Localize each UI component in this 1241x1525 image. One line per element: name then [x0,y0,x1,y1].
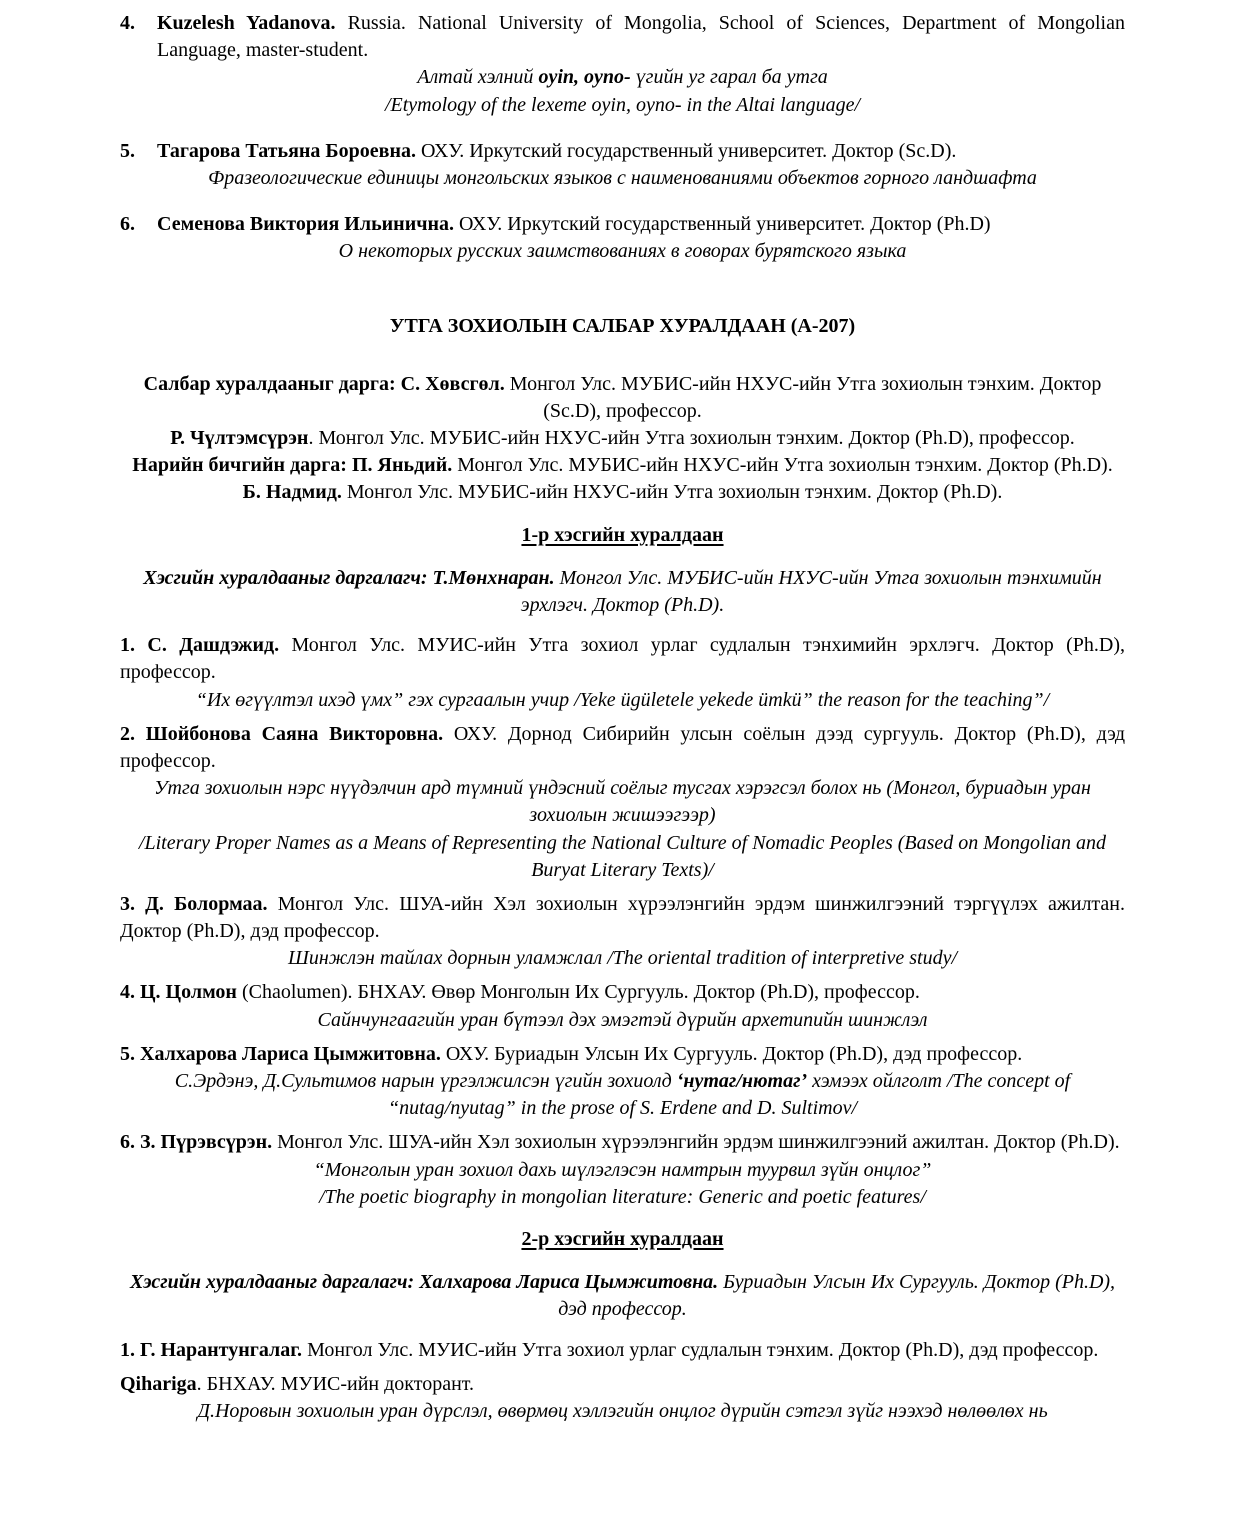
section-heading: УТГА ЗОХИОЛЫН САЛБАР ХУРАЛДААН (А-207) [389,314,856,337]
title-text: Д.Норовын зохиолын уран дүрслэл, өвөрмөц хэллэгийн онцлог дүрийн сэтгэл зүйг нээхэд нөлөөлөх нь [197,1399,1048,1422]
paper-title-line [120,64,1125,91]
session-chair-affiliation: Монгол Улс. МУБИС-ийн НХУС-ийн Утга зохиолын тэнхимийн эрхлэгч. Доктор (Ph.D). [520,566,1102,616]
paper-lead: 2. Шойбонова Саяна Викторовна. [120,722,444,745]
session-2-paper-1b [120,1371,1125,1425]
paper-title-line-en [120,92,1125,119]
paper-2-title [120,775,1125,829]
item-number: 6. [120,213,135,236]
session-2-paper-1-author [120,1337,1125,1364]
title-segment: С.Эрдэнэ, Д.Сультимов нарын үргэлжилсэн үгийн зохиолд [174,1070,677,1092]
chair-role: Салбар хуралдааныг дарга: С. Хөвсгөл. [143,372,505,395]
paper-lead: Qihariga [120,1372,197,1395]
title-english: /Etymology of the lexeme oyin, oyno- in the Altai language/ [384,93,861,116]
author-affiliation: ОХУ. Иркутский государственный университет. Доктор (Ph.D) [454,213,991,236]
paper-3-title [120,945,1125,972]
paper-2 [120,721,1125,884]
paper-1 [120,632,1125,714]
paper-5-author [120,1041,1125,1068]
chair-line [120,371,1125,425]
paper-6 [120,1129,1125,1211]
author-name: Kuzelesh Yadanova. [157,12,336,34]
title-text: Утга зохиолын нэрс нүүдэлчин ард түмний үндэсний соёлыг тусгах хэрэгсэл болох нь (Монгол, буриадын уран зохиолын жишээгээр) [154,777,1091,827]
session-chair-role: Хэсгийн хуралдааныг даргалагч: Т.Мөнхнаран. [143,566,555,589]
item-number: 4. [120,12,135,34]
session-chair-affiliation: Буриадын Улсын Их Сургууль. Доктор (Ph.D), дэд профессор. [558,1271,1116,1321]
title-text: “Монголын уран зохиол дахь шүлэглэсэн намтрын туурвил зүйн онцлог” [313,1158,932,1181]
session-2-heading [120,1226,1125,1253]
paper-affiliation: ОХУ. Дорнод Сибирийн улсын соёлын дээд сургууль. Доктор (Ph.D), дэд профессор. [120,722,1126,772]
chair-affiliation: . Монгол Улс. МУБИС-ийн НХУС-ийн Утга зохиолын тэнхим. Доктор (Ph.D), профессор. [308,427,1075,450]
title-text: О некоторых русских заимствованиях в говорах бурятского языка [338,240,907,263]
paper-affiliation: (Chaolumen). БНХАУ. Өвөр Монголын Их Сургууль. Доктор (Ph.D), профессор. [236,981,920,1004]
chair-line [120,479,1125,506]
paper-3-author [120,891,1125,945]
paper-4 [120,979,1125,1033]
session-1-heading-text: 1-р хэсгийн хуралдаан [521,523,724,546]
paper-2-author [120,721,1125,775]
paper-6-title-en [120,1184,1125,1211]
paper-4-title [120,1007,1125,1034]
paper-lead: 5. Халхарова Лариса Цымжитовна. [120,1042,441,1065]
author-name: Тагарова Татьяна Бороевна. [157,139,416,162]
section-chairs [120,371,1125,507]
list-item-5-text [120,138,1125,165]
paper-title-line [120,165,1125,192]
list-item-6-text [120,211,1125,238]
paper-lead: 4. Ц. Цолмон [120,981,237,1004]
title-text: Фразеологические единицы монгольских языков с наименованиями объектов горного ландшафта [208,166,1037,189]
list-item-6 [120,211,1125,265]
paper-affiliation: ОХУ. Буриадын Улсын Их Сургууль. Доктор (Ph.D), дэд профессор. [440,1042,1023,1065]
author-affiliation: Russia. National University of Mongolia, School of Sciences, Department of Mongolian Language, master-student. [157,12,1125,62]
list-item-5 [120,138,1125,192]
chair-role: Р. Чүлтэмсүрэн [170,427,309,450]
title-text: Сайнчунгаагийн уран бүтээл дэх эмэгтэй дүрийн архетипийн шинжлэл [317,1008,928,1031]
paper-1-author [120,632,1125,686]
chair-role: Б. Надмид. [242,481,342,504]
chair-affiliation: Монгол Улс. МУБИС-ийн НХУС-ийн Утга зохиолын тэнхим. Доктор (Sc.D), профессор. [504,372,1102,422]
paper-6-author [120,1129,1125,1156]
session-2-chair [120,1269,1125,1323]
title-emphasis: oyin, oyno- [538,66,631,89]
title-emphasis: ‘нутаг/нютаг’ [676,1070,808,1092]
chair-line [120,452,1125,479]
session-2-heading-text: 2-р хэсгийн хуралдаан [521,1227,724,1250]
paper-2-title-en [120,830,1125,884]
session-1-chair [120,565,1125,619]
session-chair-role: Хэсгийн хуралдааныг даргалагч: Халхарова Лариса Цымжитовна. [129,1271,719,1294]
title-text: “Их өгүүлтэл ихэд үмх” гэх сургаалын учир /Yeke ügületele yekede ümkü” the reason for the teaching”/ [195,688,1050,711]
author-affiliation: ОХУ. Иркутский государственный университет. Доктор (Sc.D). [415,139,957,162]
paper-lead: 3. Д. Болормаа. [120,892,268,915]
paper-lead: 6. З. Пүрэвсүрэн. [120,1131,273,1154]
paper-affiliation: Монгол Улс. ШУА-ийн Хэл зохиолын хүрээлэнгийн эрдэм шинжилгээний ажилтан. Доктор (Ph.D). [272,1131,1120,1154]
session-1-heading [120,522,1125,549]
paper-lead: 1. Г. Нарантунгалаг. [120,1338,303,1361]
paper-3 [120,891,1125,973]
paper-affiliation: . БНХАУ. МУИС-ийн докторант. [196,1372,475,1395]
chair-line [120,425,1125,452]
title-segment: хэмээх ойлголт /The concept of “nutag/nyutag” in the prose of S. Erdene and D. Sultimov/ [387,1070,1071,1120]
chair-affiliation: Монгол Улс. МУБИС-ийн НХУС-ийн Утга зохиолын тэнхим. Доктор (Ph.D). [452,454,1113,477]
session-2-paper-1-title [120,1398,1125,1425]
paper-1-title [120,687,1125,714]
title-text: Шинжлэн тайлах дорнын уламжлал /The oriental tradition of interpretive study/ [287,947,958,970]
paper-affiliation: Монгол Улс. ШУА-ийн Хэл зохиолын хүрээлэнгийн эрдэм шинжилгээний тэргүүлэх ажилтан. Доктор (Ph.D), дэд профессор. [120,892,1125,943]
paper-4-author [120,979,1125,1006]
session-2-paper-1 [120,1337,1125,1364]
session-2-coauthor [120,1371,1125,1398]
paper-affiliation: Монгол Улс. МУИС-ийн Утга зохиол урлаг судлалын тэнхимийн эрхлэгч. Доктор (Ph.D), профессор. [120,634,1125,684]
author-name: Семенова Виктория Ильинична. [157,213,455,236]
title-segment: Алтай хэлний [417,66,539,89]
title-english: /The poetic biography in mongolian literature: Generic and poetic features/ [319,1185,926,1208]
title-segment: үгийн уг гарал ба утга [630,66,828,89]
title-english: /Literary Proper Names as a Means of Representing the National Culture of Nomadic Peoples (Based on Mongolian and Buryat Literary Texts)/ [138,831,1107,881]
list-item-4-text [120,10,1125,64]
chair-affiliation: Монгол Улс. МУБИС-ийн НХУС-ийн Утга зохиолын тэнхим. Доктор (Ph.D). [341,481,1003,504]
list-item-4 [120,10,1125,119]
paper-6-title [120,1157,1125,1184]
chair-role: Нарийн бичгийн дарга: П. Яньдий. [132,454,453,477]
paper-5 [120,1041,1125,1123]
item-number: 5. [120,139,135,162]
paper-5-title [120,1068,1125,1122]
paper-affiliation: Монгол Улс. МУИС-ийн Утга зохиол урлаг судлалын тэнхим. Доктор (Ph.D), дэд профессор. [302,1338,1099,1361]
paper-lead: 1. С. Дашдэжид. [120,634,280,657]
paper-title-line [120,238,1125,265]
